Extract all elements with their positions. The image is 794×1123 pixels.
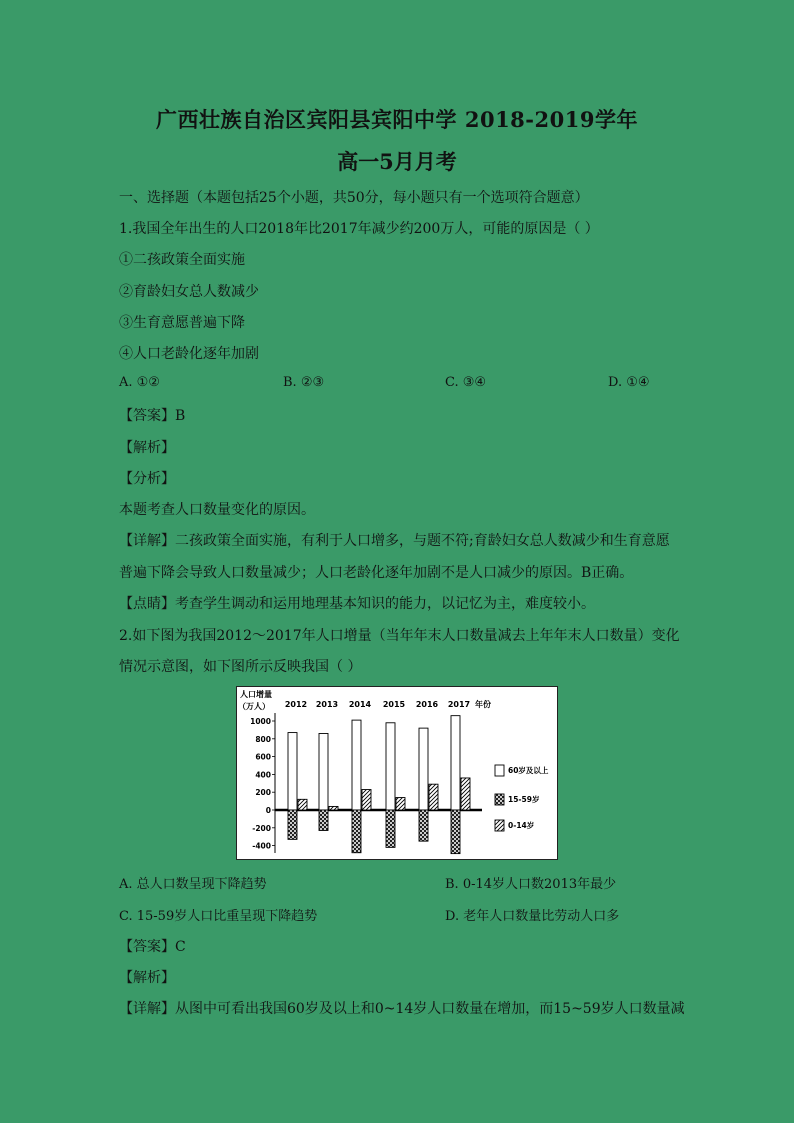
q1-xiangjie-line2: 普遍下降会导致人口数量减少；人口老龄化逐年加剧不是人口减少的原因。B正确。 xyxy=(119,565,634,581)
chart-x-tick-label: 2014 xyxy=(348,700,372,709)
q2-jiexi-heading: 【解析】 xyxy=(119,970,175,986)
chart-legend-label: 60岁及以上 xyxy=(508,766,549,775)
q1-answer: 【答案】B xyxy=(119,408,186,424)
chart-bar xyxy=(352,720,361,810)
q1-option-d[interactable]: D. ①④ xyxy=(608,375,650,390)
chart-bar xyxy=(429,784,438,810)
chart-bar xyxy=(419,810,428,841)
section-heading: 一、选择题（本题包括25个小题，共50分，每小题只有一个选项符合题意） xyxy=(119,190,589,206)
chart-y-tick-label: 400 xyxy=(255,770,271,780)
q1-dianjing: 【点睛】考查学生调动和运用地理基本知识的能力，以记忆为主，难度较小。 xyxy=(119,596,595,612)
chart-bar xyxy=(396,798,405,810)
document-subtitle: 高一5月月考 xyxy=(337,149,457,174)
q1-option-b[interactable]: B. ②③ xyxy=(283,375,325,390)
chart-bar xyxy=(319,810,328,830)
chart-bar xyxy=(451,810,460,854)
chart-bar xyxy=(386,810,395,847)
chart-y-tick-label: 200 xyxy=(255,788,271,798)
q2-answer: 【答案】C xyxy=(119,939,186,955)
q1-statement: ③生育意愿普遍下降 xyxy=(119,315,245,331)
q2-option-a[interactable]: A. 总人口数呈现下降趋势 xyxy=(119,877,267,892)
chart-xlabel: 年份 xyxy=(475,700,491,709)
chart-x-tick-label: 2017 xyxy=(447,700,471,709)
chart-bar xyxy=(288,810,297,839)
chart-legend-swatch xyxy=(495,794,504,805)
q2-option-c[interactable]: C. 15-59岁人口比重呈现下降趋势 xyxy=(119,909,318,924)
chart-x-tick-label: 2013 xyxy=(315,700,339,709)
chart-ylabel-line2: （万人） xyxy=(238,702,270,711)
q2-option-b[interactable]: B. 0-14岁人口数2013年最少 xyxy=(445,877,617,892)
chart-legend-label: 0-14岁 xyxy=(508,821,535,830)
q1-fenxi-heading: 【分析】 xyxy=(119,471,175,487)
population-increment-chart xyxy=(236,686,558,860)
chart-x-tick-label: 2015 xyxy=(382,700,406,709)
chart-bar xyxy=(419,728,428,810)
chart-bar xyxy=(329,806,338,810)
chart-bar xyxy=(319,733,328,810)
q1-option-c[interactable]: C. ③④ xyxy=(445,375,487,390)
q1-statement: ①二孩政策全面实施 xyxy=(119,252,245,268)
chart-bar xyxy=(362,790,371,810)
chart-legend-label: 15-59岁 xyxy=(508,795,540,804)
chart-y-tick-label: 800 xyxy=(255,734,271,744)
q1-stem: 1.我国全年出生的人口2018年比2017年减少约200万人，可能的原因是（ ） xyxy=(119,221,599,237)
chart-svg xyxy=(237,687,557,859)
q2-stem-line2: 情况示意图，如下图所示反映我国（ ） xyxy=(119,659,362,675)
chart-bar xyxy=(386,723,395,810)
q1-fenxi-text: 本题考查人口数量变化的原因。 xyxy=(119,502,315,518)
chart-y-tick-label: 1000 xyxy=(250,717,271,726)
document-title: 广西壮族自治区宾阳县宾阳中学 2018-2019学年 xyxy=(156,107,638,132)
chart-y-tick-label: -400 xyxy=(252,841,271,851)
q1-option-a[interactable]: A. ①② xyxy=(119,375,160,390)
chart-legend-swatch xyxy=(495,820,504,831)
chart-bar xyxy=(451,716,460,810)
q2-stem-line1: 2.如下图为我国2012～2017年人口增量（当年年末人口数量减去上年年末人口数量）变化 xyxy=(119,628,680,644)
chart-bar xyxy=(298,799,307,810)
q1-statement: ②育龄妇女总人数减少 xyxy=(119,284,259,300)
q1-statement: ④人口老龄化逐年加剧 xyxy=(119,346,259,362)
chart-bar xyxy=(288,733,297,810)
chart-y-tick-label: 600 xyxy=(255,752,271,762)
chart-y-tick-label: 0 xyxy=(265,806,271,815)
chart-bar xyxy=(461,778,470,810)
chart-x-tick-label: 2012 xyxy=(284,700,308,709)
q1-jiexi-heading: 【解析】 xyxy=(119,440,175,456)
chart-x-tick-label: 2016 xyxy=(415,700,439,709)
chart-bar xyxy=(352,810,361,853)
q2-xiangjie: 【详解】从图中可看出我国60岁及以上和0~14岁人口数量在增加，而15~59岁人口数量减 xyxy=(119,1001,685,1017)
chart-y-tick-label: -200 xyxy=(252,823,271,833)
q1-xiangjie-line1: 【详解】二孩政策全面实施，有利于人口增多，与题不符;育龄妇女总人数减少和生育意愿 xyxy=(119,533,670,549)
q2-option-d[interactable]: D. 老年人口数量比劳动人口多 xyxy=(445,909,620,924)
chart-ylabel-line1: 人口增量 xyxy=(240,690,272,699)
chart-legend-swatch xyxy=(495,765,504,776)
